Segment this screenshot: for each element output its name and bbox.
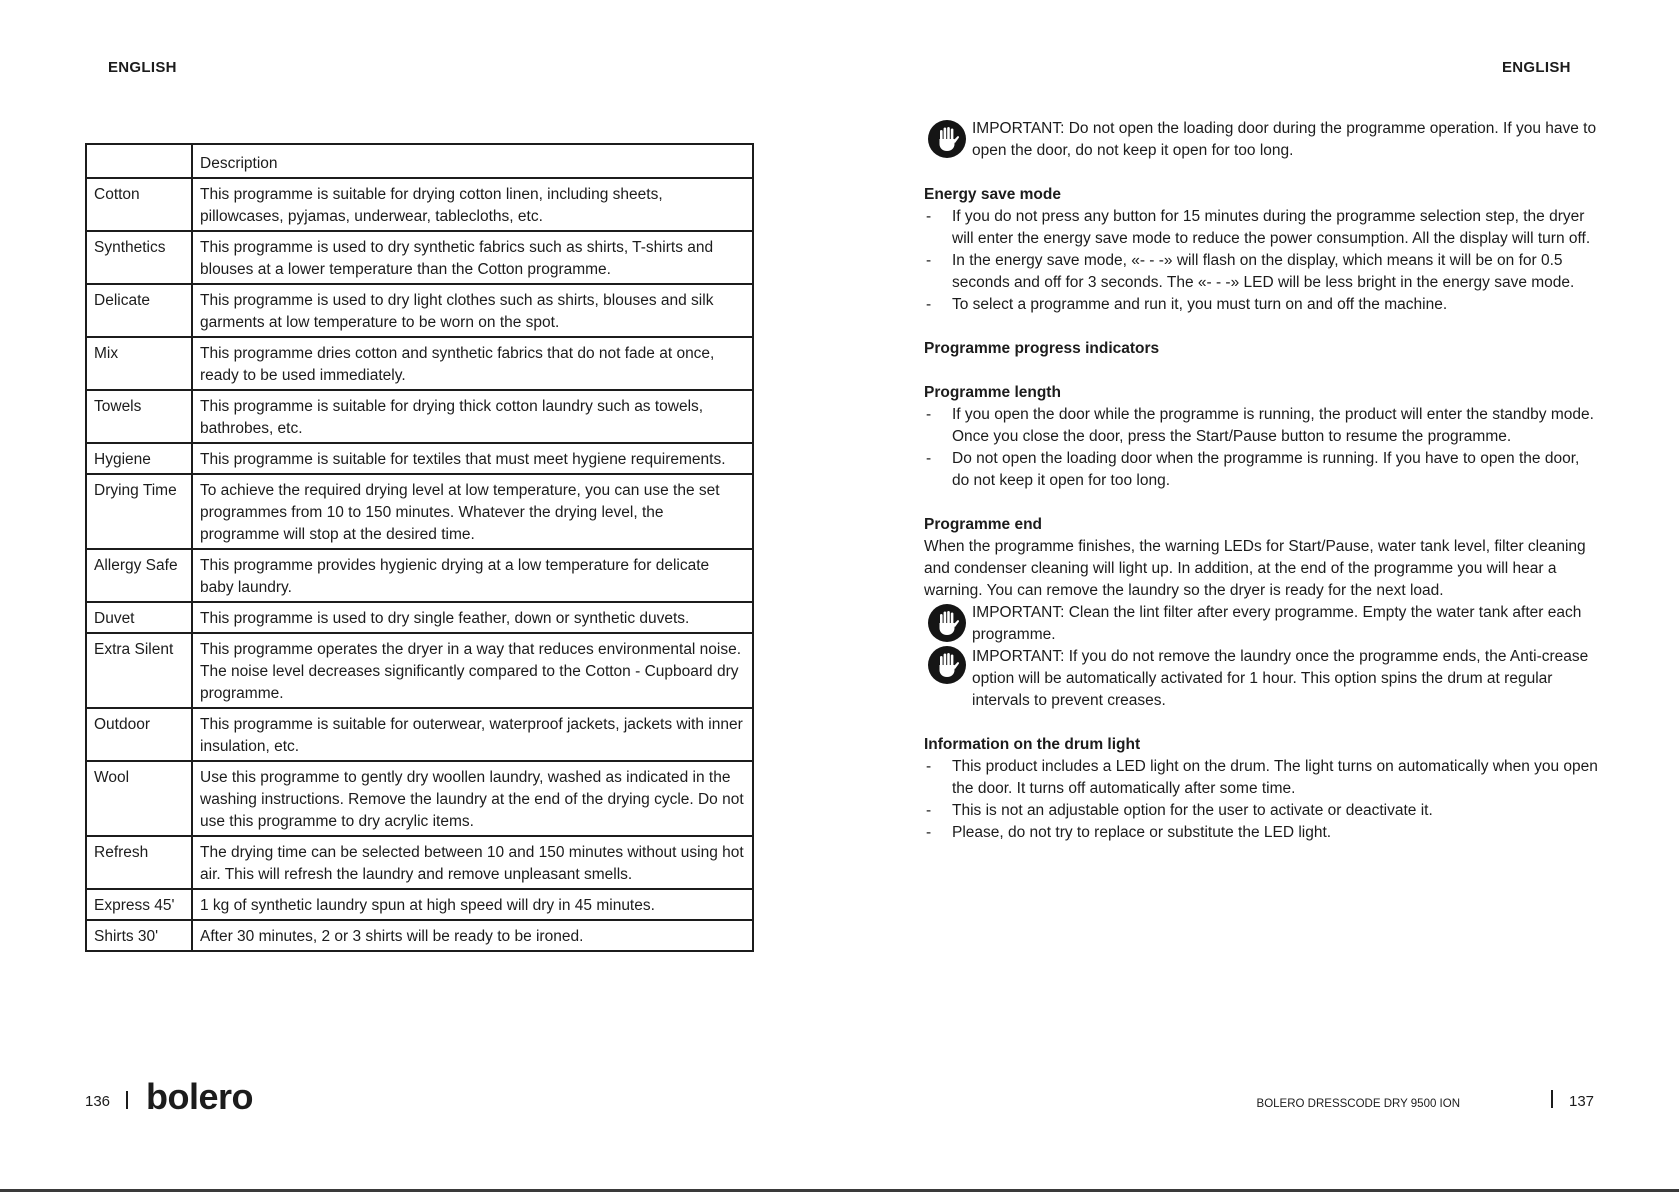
programme-name: Mix — [86, 337, 192, 390]
table-row — [86, 337, 753, 390]
table-row — [86, 761, 753, 836]
section-title-drum-light: Information on the drum light — [924, 736, 1141, 753]
table-row — [86, 602, 753, 633]
programme-name: Delicate — [86, 284, 192, 337]
programme-name: Towels — [86, 390, 192, 443]
programme-name: Extra Silent — [86, 633, 192, 708]
section-title-end: Programme end — [924, 516, 1043, 533]
header-empty-cell — [86, 144, 192, 178]
table-header-row — [86, 144, 753, 178]
programme-name: Cotton — [86, 178, 192, 231]
important-note-filter — [924, 602, 1600, 646]
table-row — [86, 231, 753, 284]
stop-hand-icon — [928, 120, 966, 158]
programme-name: Refresh — [86, 836, 192, 889]
bolero-logo: bolero — [146, 1076, 254, 1117]
table-row — [86, 178, 753, 231]
programme-description: Use this programme to gently dry woollen laundry, washed as indicated in the washing instructions. Remove the laundry at the end of the drying cycle. Do not use this programme to dry acrylic items. — [192, 761, 753, 836]
length-list — [924, 404, 1600, 492]
important-note-anticrease — [924, 646, 1600, 712]
programme-description: After 30 minutes, 2 or 3 shirts will be ready to be ironed. — [192, 920, 753, 951]
page-number-left: 136 — [85, 1093, 111, 1110]
stop-hand-icon — [928, 604, 966, 642]
programme-end-text: When the programme finishes, the warning LEDs for Start/Pause, water tank level, filter cleaning and condenser cleaning will light up. In addition, at the end of the programme you will hear a warning. You can remove the laundry so the dryer is ready for the next load. — [924, 538, 1586, 599]
model-name: BOLERO DRESSCODE DRY 9500 ION — [1256, 1098, 1460, 1110]
table-row — [86, 708, 753, 761]
list-item: - This product includes a LED light on the drum. The light turns on automatically when you open the door. It turns off automatically after some time. — [924, 756, 1600, 800]
programme-name: Synthetics — [86, 231, 192, 284]
list-item: - If you do not press any button for 15 minutes during the programme selection step, the dryer will enter the energy save mode to reduce the power consumption. All the display will turn off. — [924, 206, 1600, 250]
table-row — [86, 549, 753, 602]
programme-name: Drying Time — [86, 474, 192, 549]
right-page-content — [924, 118, 1600, 844]
programme-name: Express 45' — [86, 889, 192, 920]
list-item: - Please, do not try to replace or substitute the LED light. — [924, 822, 1600, 844]
header-language-right: ENGLISH — [1502, 59, 1571, 76]
programme-description: The drying time can be selected between 10 and 150 minutes without using hot air. This will refresh the laundry and remove unpleasant smells. — [192, 836, 753, 889]
programme-description: This programme is suitable for outerwear, waterproof jackets, jackets with inner insulation, etc. — [192, 708, 753, 761]
note-text: IMPORTANT: If you do not remove the laundry once the programme ends, the Anti-crease option will be automatically activated for 1 hour. This option spins the drum at regular intervals to prevent creases. — [972, 648, 1589, 709]
programme-description: This programme is suitable for textiles that must meet hygiene requirements. — [192, 443, 753, 474]
list-item: - This is not an adjustable option for the user to activate or deactivate it. — [924, 800, 1600, 822]
list-item: - If you open the door while the programme is running, the product will enter the standby mode. Once you close the door, press the Start/Pause button to resume the programme. — [924, 404, 1600, 448]
programme-description: This programme is suitable for drying thick cotton laundry such as towels, bathrobes, etc. — [192, 390, 753, 443]
footer-divider — [126, 1091, 128, 1109]
note-text: IMPORTANT: Do not open the loading door during the programme operation. If you have to open the door, do not keep it open for too long. — [972, 120, 1597, 159]
table-row — [86, 633, 753, 708]
table-row — [86, 284, 753, 337]
programme-name: Duvet — [86, 602, 192, 633]
header-description: Description — [192, 144, 753, 178]
programme-description: This programme provides hygienic drying at a low temperature for delicate baby laundry. — [192, 549, 753, 602]
footer-divider — [1551, 1090, 1553, 1108]
programme-description: 1 kg of synthetic laundry spun at high speed will dry in 45 minutes. — [192, 889, 753, 920]
list-item: - Do not open the loading door when the programme is running. If you have to open the door, do not keep it open for too long. — [924, 448, 1600, 492]
section-title-energy-save: Energy save mode — [924, 186, 1061, 203]
stop-hand-icon — [928, 646, 966, 684]
programme-name: Hygiene — [86, 443, 192, 474]
table-row — [86, 443, 753, 474]
table-row — [86, 836, 753, 889]
note-text: IMPORTANT: Clean the lint filter after every programme. Empty the water tank after each programme. — [972, 604, 1582, 643]
important-note-door — [924, 118, 1600, 162]
section-title-progress: Programme progress indicators — [924, 340, 1160, 357]
programme-description: To achieve the required drying level at low temperature, you can use the set programmes from 10 to 150 minutes. Whatever the drying level, the programme will stop at the desired time. — [192, 474, 753, 549]
programme-name: Shirts 30' — [86, 920, 192, 951]
programme-name: Wool — [86, 761, 192, 836]
table-row — [86, 390, 753, 443]
list-item: - To select a programme and run it, you must turn on and off the machine. — [924, 294, 1600, 316]
programme-description: This programme dries cotton and synthetic fabrics that do not fade at once, ready to be used immediately. — [192, 337, 753, 390]
programme-description: This programme is used to dry light clothes such as shirts, blouses and silk garments at low temperature to be worn on the spot. — [192, 284, 753, 337]
programme-description: This programme is used to dry single feather, down or synthetic duvets. — [192, 602, 753, 633]
programme-name: Allergy Safe — [86, 549, 192, 602]
drum-light-list — [924, 756, 1600, 844]
list-item: - In the energy save mode, «- - -» will flash on the display, which means it will be on for 0.5 seconds and off for 3 seconds. The «- - -» LED will be less bright in the energy save mode. — [924, 250, 1600, 294]
programme-description: This programme is suitable for drying cotton linen, including sheets, pillowcases, pyjamas, underwear, tablecloths, etc. — [192, 178, 753, 231]
table-row — [86, 474, 753, 549]
programme-name: Outdoor — [86, 708, 192, 761]
programme-description: This programme is used to dry synthetic fabrics such as shirts, T-shirts and blouses at a lower temperature than the Cotton programme. — [192, 231, 753, 284]
section-title-length: Programme length — [924, 384, 1061, 401]
page-number-right: 137 — [1569, 1093, 1595, 1110]
programme-table — [85, 143, 754, 952]
table-row — [86, 920, 753, 951]
energy-save-list — [924, 206, 1600, 316]
header-language-left: ENGLISH — [108, 59, 177, 76]
table-row — [86, 889, 753, 920]
programme-description: This programme operates the dryer in a way that reduces environmental noise. The noise level decreases significantly compared to the Cotton - Cupboard dry programme. — [192, 633, 753, 708]
